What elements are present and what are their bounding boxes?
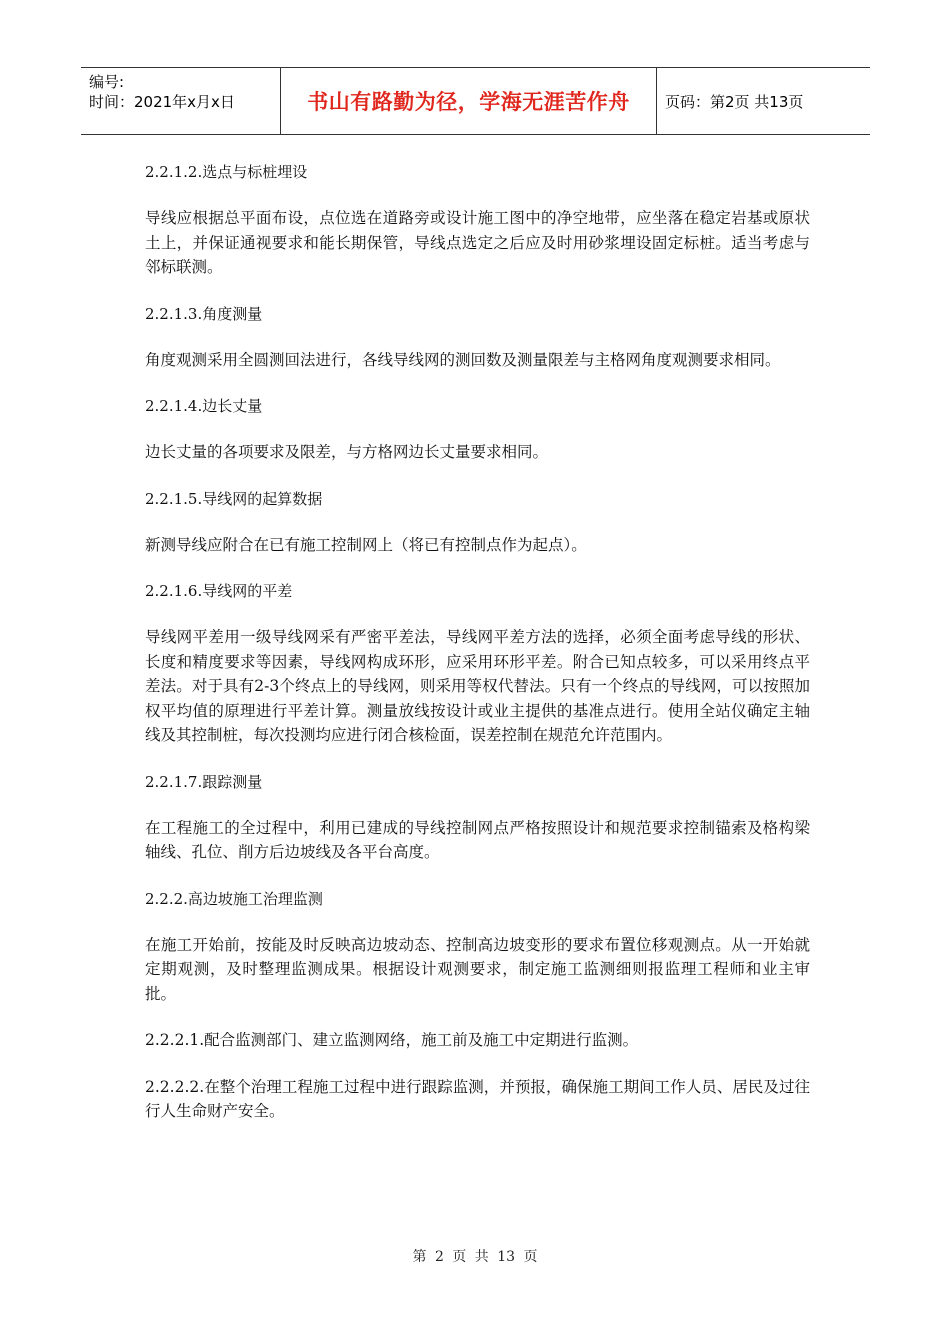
document-number-label: 编号: <box>89 73 125 91</box>
section-heading: 2.2.2.高边坡施工治理监测 <box>145 889 323 908</box>
body-paragraph: 2.2.2.1.配合监测部门、建立监测网络，施工前及施工中定期进行监测。 <box>145 1031 639 1049</box>
body-paragraph: 边长丈量的各项要求及限差，与方格网边长丈量要求相同。 <box>145 443 549 461</box>
header-page-info: 页码：第2页 共13页 <box>665 92 804 111</box>
body-paragraph: 在工程施工的全过程中，利用已建成的导线控制网点严格按照设计和规范要求控制锚索及格构梁轴线、孔位、削方后边坡线及各平台高度。 <box>145 818 810 861</box>
body-paragraph: 2.2.2.2.在整个治理工程施工过程中进行跟踪监测，并预报，确保施工期间工作人员、居民及过往行人生命财产安全。 <box>145 1077 810 1120</box>
document-date-label: 时间：2021年x月x日 <box>89 93 235 111</box>
section-heading: 2.2.1.7.跟踪测量 <box>145 772 263 791</box>
header-info-cell <box>81 68 281 134</box>
section-heading: 2.2.1.2.选点与标桩埋设 <box>145 163 308 181</box>
body-paragraph: 导线应根据总平面布设，点位选在道路旁或设计施工图中的净空地带，应坐落在稳定岩基或原状土上，并保证通视要求和能长期保管，导线点选定之后应及时用砂浆埋设固定标桩。适当考虑与邻标联测。 <box>145 209 810 276</box>
document-body <box>145 160 810 1146</box>
body-paragraph: 在施工开始前，按能及时反映高边坡动态、控制高边坡变形的要求布置位移观测点。从一开始就定期观测，及时整理监测成果。根据设计观测要求，制定施工监测细则报监理工程师和业主审批。 <box>145 935 810 1003</box>
section-heading: 2.2.1.4.边长丈量 <box>145 397 263 415</box>
body-paragraph: 新测导线应附合在已有施工控制网上（将已有控制点作为起点）。 <box>145 535 587 554</box>
page-footer: 第 2 页 共 13 页 <box>412 1249 538 1265</box>
section-heading: 2.2.1.5.导线网的起算数据 <box>145 489 323 508</box>
page-header <box>81 67 870 135</box>
section-heading: 2.2.1.3.角度测量 <box>145 304 263 323</box>
body-paragraph: 导线网平差用一级导线网采有严密平差法，导线网平差方法的选择，必须全面考虑导线的形状、长度和精度要求等因素，导线网构成环形，应采用环形平差。附合已知点较多，可以采用终点平差法。对于具有2-3个终点上的导线网，则采用等权代替法。只有一个终点的导线网，可以按照加权平均值的原理进行平差计算。测量放线按设计或业主提供的基准点进行。使用全站仪确定主轴线及其控制桩，每次投测均应进行闭合核检面，误差控制在规范允许范围内。 <box>145 628 810 744</box>
body-paragraph: 角度观测采用全圆测回法进行，各线导线网的测回数及测量限差与主格网角度观测要求相同。 <box>145 350 781 369</box>
header-motto: 书山有路勤为径，学海无涯苦作舟 <box>281 68 657 134</box>
section-heading: 2.2.1.6.导线网的平差 <box>145 582 293 600</box>
